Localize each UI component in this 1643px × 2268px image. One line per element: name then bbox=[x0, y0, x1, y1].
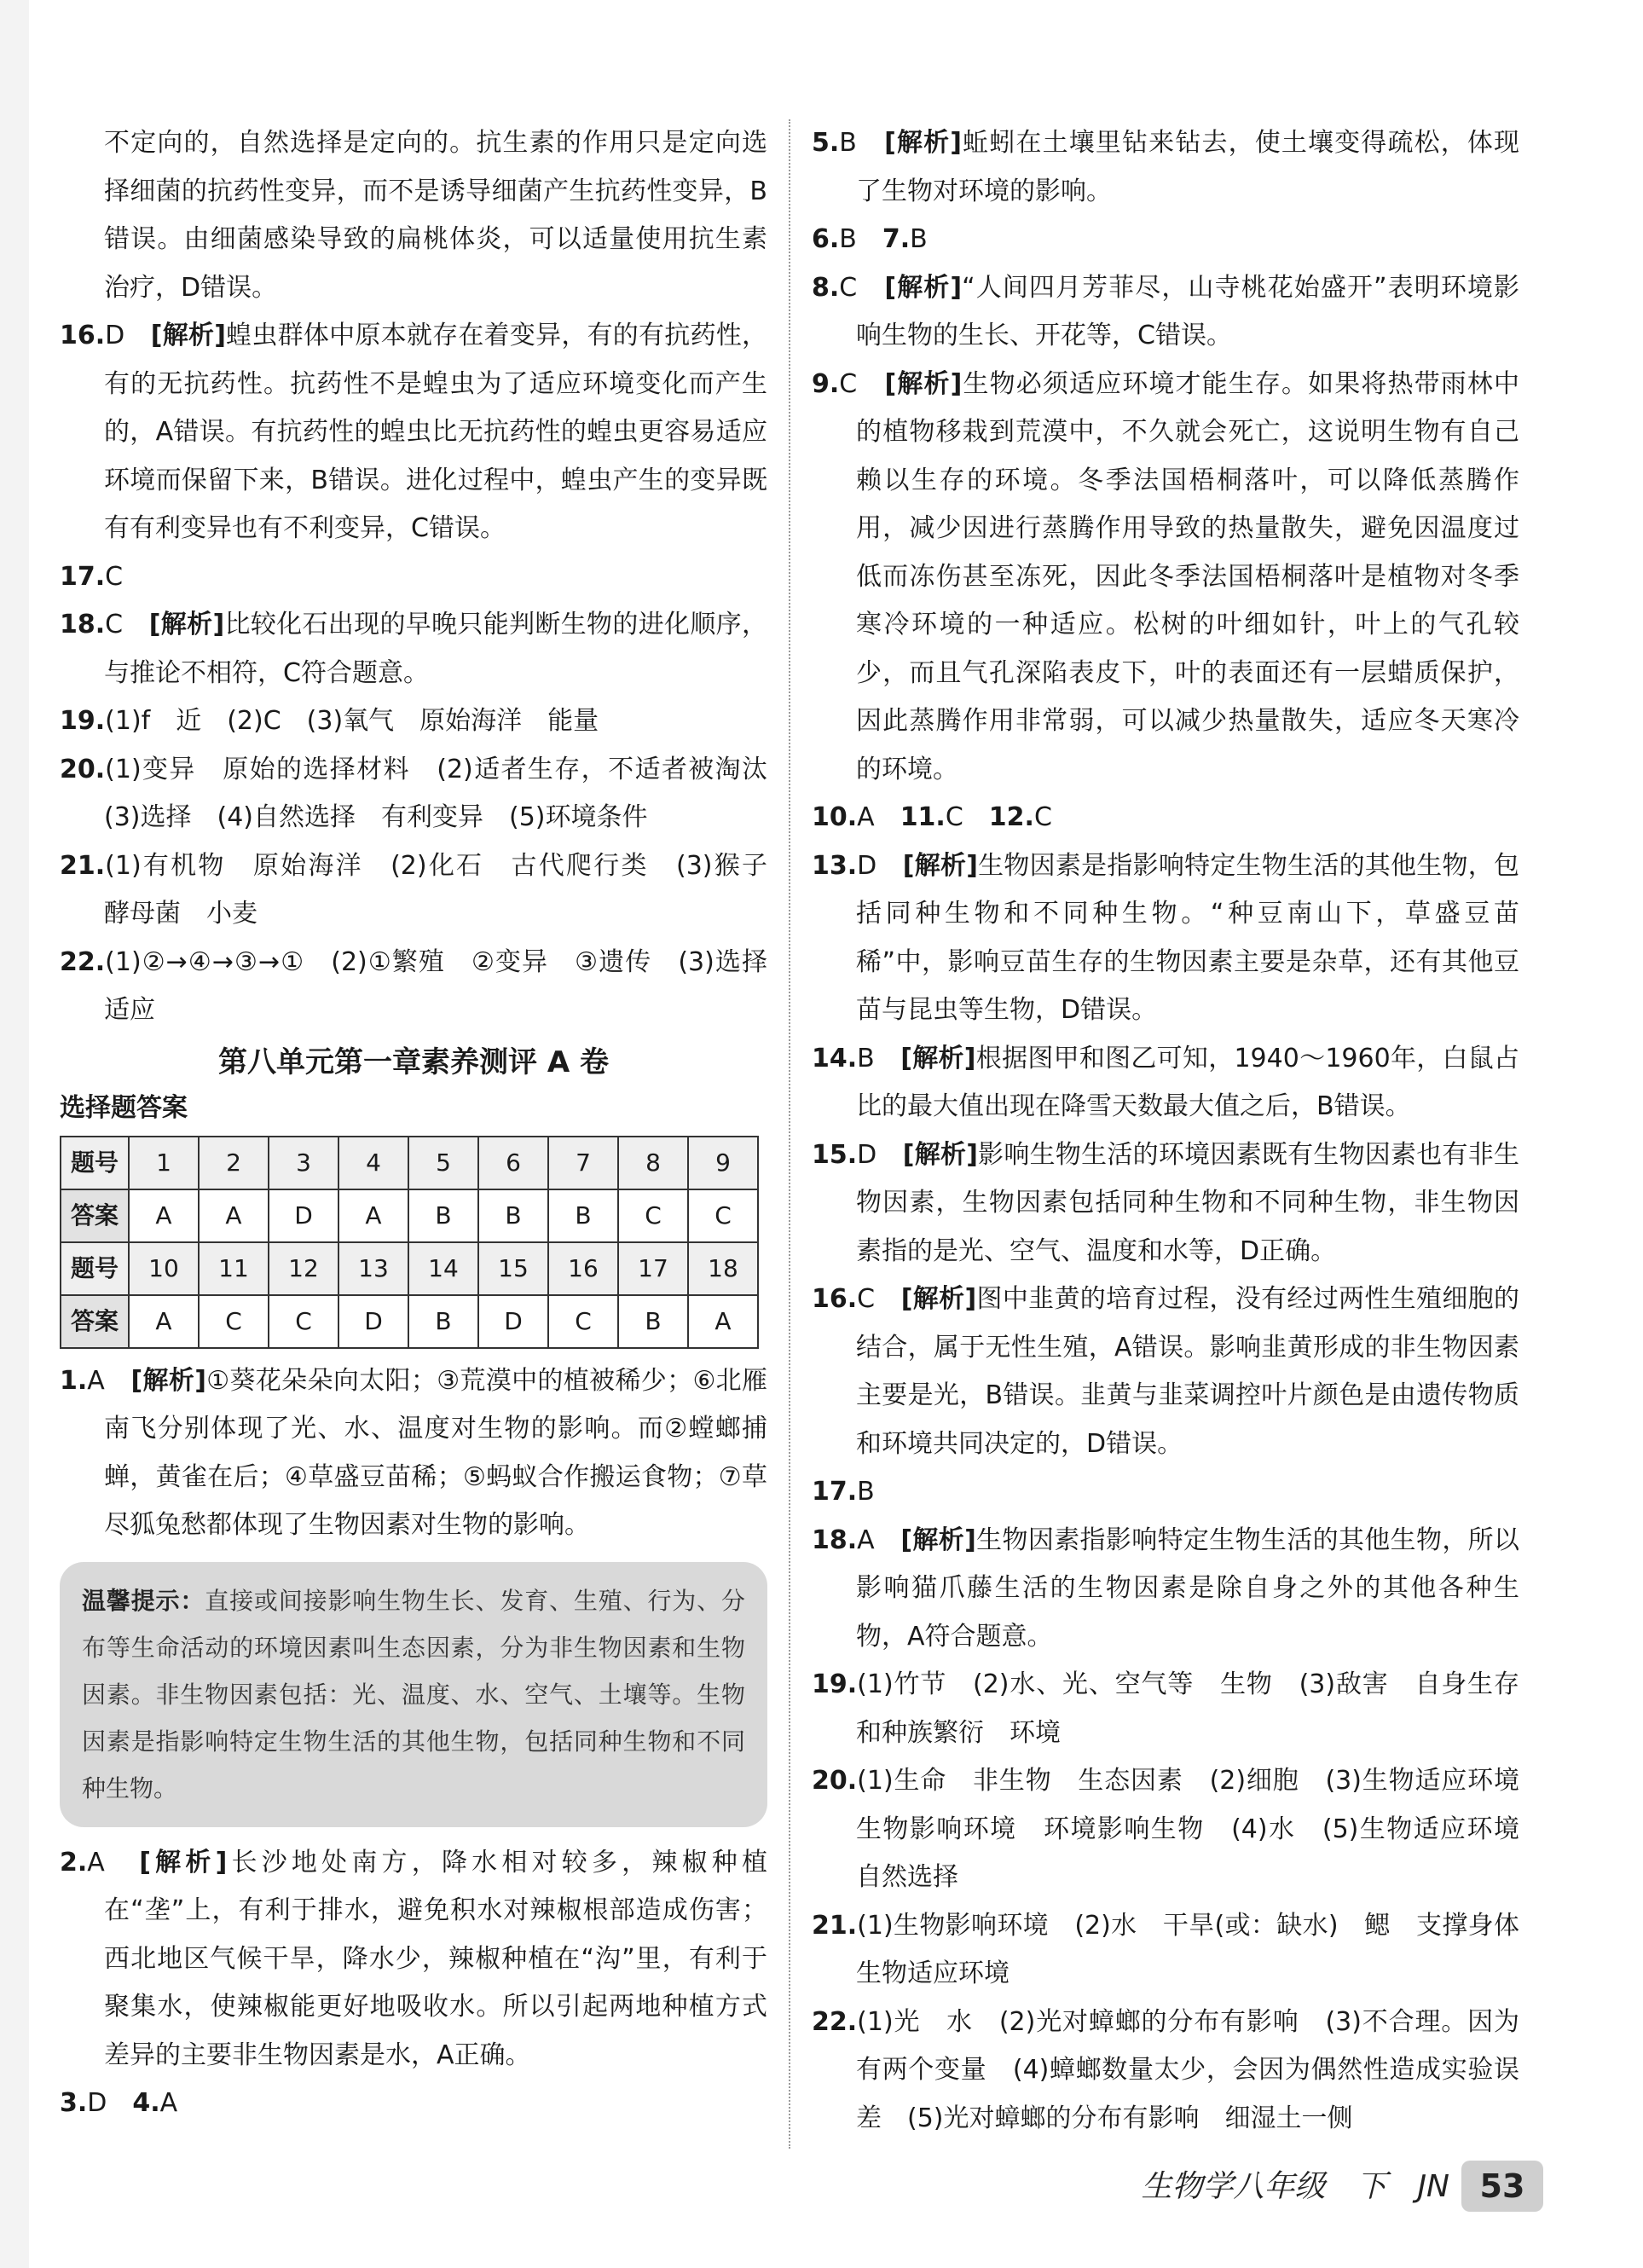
item-text: (1)有机物 原始海洋 (2)化石 古代爬行类 (3)猴子 酵母菌 小麦 bbox=[104, 850, 793, 929]
item-answer: D bbox=[87, 2088, 107, 2118]
column-divider bbox=[789, 119, 790, 2149]
item-answer: D bbox=[857, 1139, 877, 1170]
answer-item bbox=[812, 1999, 1519, 2144]
table-cell: D bbox=[338, 1295, 408, 1348]
item-number: 12. bbox=[988, 802, 1034, 832]
answer-item bbox=[812, 1661, 1519, 1757]
item-number: 17. bbox=[60, 561, 106, 592]
item-text: (1)变异 原始的选择材料 (2)适者生存，不适者被淘汰 (3)选择 (4)自然选择 有利变异 (5)环境条件 bbox=[104, 754, 793, 832]
item-text: (1)f 近 (2)C (3)氧气 原始海洋 能量 bbox=[105, 706, 599, 736]
answer-item bbox=[60, 553, 767, 602]
answer-item bbox=[60, 842, 793, 939]
item-number: 15. bbox=[812, 1139, 858, 1170]
answer-item bbox=[60, 601, 767, 697]
item-text: “人间四月芳菲尽，山寺桃花始盛开”表明环境影响生物的生长、开花等，C错误。 bbox=[856, 272, 1520, 350]
table-cell: 1 bbox=[129, 1137, 199, 1189]
table-cell: B bbox=[478, 1189, 548, 1242]
answer-item bbox=[812, 216, 1519, 264]
book-title: 生物学八年级 下 JN bbox=[1141, 2169, 1449, 2204]
item-answer: C bbox=[105, 610, 124, 639]
analysis-tag: [解析] bbox=[130, 1365, 206, 1396]
analysis-tag: [解析] bbox=[139, 1847, 228, 1877]
item-number: 9. bbox=[812, 368, 840, 399]
item-answer: B bbox=[839, 224, 857, 254]
item-answer: B bbox=[910, 224, 928, 254]
table-cell: 2 bbox=[199, 1137, 269, 1189]
table-cell: C bbox=[618, 1189, 688, 1242]
answer-item bbox=[812, 1757, 1545, 1902]
analysis-tag: [解析] bbox=[150, 321, 226, 350]
table-row bbox=[61, 1242, 758, 1295]
item-number: 18. bbox=[60, 610, 106, 639]
analysis-tag: [解析] bbox=[900, 1284, 977, 1314]
item-number: 18. bbox=[812, 1525, 858, 1555]
answer-item bbox=[60, 697, 767, 746]
table-row bbox=[61, 1189, 758, 1242]
answer-item bbox=[812, 1131, 1519, 1276]
item-number: 4. bbox=[132, 2088, 160, 2118]
table-cell: A bbox=[688, 1295, 758, 1348]
item-number: 5. bbox=[812, 128, 840, 158]
table-cell: A bbox=[199, 1189, 269, 1242]
table-cell: 9 bbox=[688, 1137, 758, 1189]
table-cell: D bbox=[269, 1189, 338, 1242]
answer-item bbox=[60, 1839, 767, 2080]
item-number: 14. bbox=[812, 1043, 858, 1073]
answer-item bbox=[812, 1902, 1545, 1999]
item-text: (1)光 水 (2)光对蟑螂的分布有影响 (3)不合理。因为有两个变量 (4)蟑螂数量太少，会因为偶然性造成实验误差 (5)光对蟑螂的分布有影响 细湿土一侧 bbox=[856, 2006, 1519, 2133]
table-cell: C bbox=[269, 1295, 338, 1348]
section-title: 第八单元第一章素养测评 A 卷 bbox=[218, 1044, 609, 1079]
item-answer: A bbox=[87, 1365, 105, 1396]
answer-item bbox=[60, 746, 793, 842]
item-text: 生物因素指影响特定生物生活的其他生物，所以影响猫爪藤生活的生物因素是除自身之外的其他各种生物，A符合题意。 bbox=[856, 1525, 1520, 1652]
table-cell: 8 bbox=[618, 1137, 688, 1189]
table-cell: C bbox=[548, 1295, 618, 1348]
item-answer: C bbox=[1033, 802, 1052, 832]
analysis-tag: [解析] bbox=[884, 368, 963, 399]
analysis-tag: [解析] bbox=[900, 1043, 976, 1073]
table-cell: 7 bbox=[548, 1137, 618, 1189]
item-number: 22. bbox=[60, 946, 106, 977]
item-number: 17. bbox=[812, 1477, 858, 1507]
answer-item bbox=[812, 1517, 1519, 1662]
table-cell: 6 bbox=[478, 1137, 548, 1189]
item-number: 19. bbox=[812, 1669, 858, 1699]
tip-text: 直接或间接影响生物生长、发育、生殖、行为、分布等生命活动的环境因素叫生态因素，分为非生物因素和生物因素。非生物因素包括：光、温度、水、空气、土壤等。生物因素是指影响特定生物生活的其他生物，包括同种生物和不同种生物。 bbox=[82, 1586, 745, 1802]
analysis-tag: [解析] bbox=[884, 272, 963, 303]
item-answer: D bbox=[105, 321, 125, 350]
table-cell: A bbox=[129, 1189, 199, 1242]
item-number: 3. bbox=[60, 2088, 88, 2118]
item-text: (1)生命 非生物 生态因素 (2)细胞 (3)生物适应环境 生物影响环境 环境影响生物 (4)水 (5)生物适应环境 自然选择 bbox=[856, 1766, 1545, 1892]
table-cell: C bbox=[688, 1189, 758, 1242]
table-cell: 5 bbox=[408, 1137, 478, 1189]
page-footer bbox=[1074, 2157, 1552, 2217]
item-number: 21. bbox=[812, 1910, 858, 1941]
table-cell: B bbox=[618, 1295, 688, 1348]
item-number: 7. bbox=[882, 224, 911, 254]
item-text: 蝗虫群体中原本就存在着变异，有的有抗药性，有的无抗药性。抗药性不是蝗虫为了适应环境变化而产生的，A错误。有抗药性的蝗虫比无抗药性的蝗虫更容易适应环境而保留下来，B错误。进化过程中，蝗虫产生的变异既有有利变异也有不利变异，C错误。 bbox=[104, 321, 768, 543]
table-cell: 18 bbox=[688, 1242, 758, 1295]
answer-list-after bbox=[60, 1839, 767, 2128]
item-text: 影响生物生活的环境因素既有生物因素也有非生物因素，生物因素包括同种生物和不同种生物，非生物因素指的是光、空气、温度和水等，D正确。 bbox=[856, 1139, 1520, 1266]
item-answer: A bbox=[87, 1847, 105, 1877]
item-number: 22. bbox=[812, 2006, 858, 2037]
item-number: 13. bbox=[812, 850, 858, 881]
item-number: 8. bbox=[812, 272, 840, 303]
right-column bbox=[812, 119, 1545, 2143]
table-cell: 3 bbox=[269, 1137, 338, 1189]
table-cell: A bbox=[129, 1295, 199, 1348]
item-number: 10. bbox=[812, 802, 858, 832]
item-text: 生物必须适应环境才能生存。如果将热带雨林中的植物移栽到荒漠中，不久就会死亡，这说明生物有自己赖以生存的环境。冬季法国梧桐落叶，可以降低蒸腾作用，减少因进行蒸腾作用导致的热量散失，避免因温度过低而冻伤甚至冻死，因此冬季法国梧桐落叶是植物对冬季寒冷环境的一种适应。松树的叶细如针，叶上的气孔较少，而且气孔深陷表皮下，叶的表面还有一层蜡质保护，因此蒸腾作用非常弱，可以减少热量散失，适应冬天寒冷的环境。 bbox=[856, 368, 1520, 784]
analysis-tag: [解析] bbox=[148, 610, 225, 639]
item-answer: C bbox=[839, 368, 858, 399]
analysis-tag: [解析] bbox=[900, 1525, 976, 1555]
item-answer: C bbox=[105, 561, 124, 592]
answer-item bbox=[812, 1276, 1519, 1468]
item-answer: B bbox=[839, 128, 857, 158]
left-page-edge bbox=[0, 0, 29, 2268]
item-text: (1)竹节 (2)水、光、空气等 生物 (3)敌害 自身生存和种族繁衍 环境 bbox=[856, 1669, 1519, 1748]
table-cell: 14 bbox=[408, 1242, 478, 1295]
table-caption: 选择题答案 bbox=[60, 1092, 188, 1123]
item-answer: C bbox=[839, 272, 858, 303]
table-cell: B bbox=[408, 1189, 478, 1242]
item-text: (1)生物影响环境 (2)水 干旱(或：缺水) 鳃 支撑身体 生物适应环境 bbox=[856, 1910, 1545, 1988]
tip-box bbox=[60, 1562, 767, 1827]
table-cell: 13 bbox=[338, 1242, 408, 1295]
item-answer: A bbox=[159, 2088, 178, 2118]
item-answer: C bbox=[945, 802, 963, 832]
analysis-tag: [解析] bbox=[902, 1139, 978, 1170]
item-text: ①葵花朵朵向太阳；③荒漠中的植被稀少；⑥北雁南飞分别体现了光、水、温度对生物的影响。而②螳螂捕蝉，黄雀在后；④草盛豆苗稀；⑤蚂蚁合作搬运食物；⑦草尽狐兔愁都体现了生物因素对生物的影响。 bbox=[104, 1365, 768, 1540]
table-cell: 17 bbox=[618, 1242, 688, 1295]
item-number: 1. bbox=[60, 1365, 88, 1396]
item-answer: B bbox=[857, 1043, 875, 1073]
table-cell: C bbox=[199, 1295, 269, 1348]
item-answer: A bbox=[857, 1525, 875, 1555]
table-row-label: 答案 bbox=[61, 1295, 129, 1348]
table-cell: 15 bbox=[478, 1242, 548, 1295]
item-answer: A bbox=[857, 802, 875, 832]
item-number: 20. bbox=[60, 754, 106, 784]
answer-list-before bbox=[60, 312, 793, 1035]
table-cell: B bbox=[548, 1189, 618, 1242]
answer-item bbox=[812, 842, 1519, 1035]
left-column bbox=[60, 119, 793, 2128]
item-number: 19. bbox=[60, 706, 106, 736]
item-number: 16. bbox=[812, 1284, 858, 1314]
item-text: 生物因素是指影响特定生物生活的其他生物，包括同种生物和不同种生物。“种豆南山下，草盛豆苗稀”中，影响豆苗生存的生物因素主要是杂草，还有其他豆苗与昆虫等生物，D错误。 bbox=[856, 850, 1520, 1025]
table-row-label: 答案 bbox=[61, 1189, 129, 1242]
item-number: 2. bbox=[60, 1847, 88, 1877]
continuation-text: 不定向的，自然选择是定向的。抗生素的作用只是定向选择细菌的抗药性变异，而不是诱导细菌产生抗药性变异，B错误。由细菌感染导致的扁桃体炎，可以适量使用抗生素治疗，D错误。 bbox=[104, 128, 767, 303]
answer-item bbox=[60, 2080, 767, 2128]
item-text: 长沙地处南方，降水相对较多，辣椒种植在“垄”上，有利于排水，避免积水对辣椒根部造成伤害；西北地区气候干旱，降水少，辣椒种植在“沟”里，有利于聚集水，使辣椒能更好地吸收水。所以引起两地种植方式差异的主要非生物因素是水，A正确。 bbox=[104, 1847, 768, 2070]
answer-item bbox=[60, 939, 793, 1035]
item-answer: D bbox=[857, 850, 877, 881]
answer-item bbox=[812, 1468, 1519, 1517]
table-row-label: 题号 bbox=[61, 1137, 129, 1189]
answer-item bbox=[812, 119, 1519, 216]
table-cell: 4 bbox=[338, 1137, 408, 1189]
item-number: 16. bbox=[60, 321, 106, 350]
answer-item bbox=[812, 361, 1519, 795]
table-cell: 16 bbox=[548, 1242, 618, 1295]
answer-item bbox=[60, 312, 767, 553]
answer-item bbox=[812, 1035, 1519, 1131]
table-row bbox=[61, 1137, 758, 1189]
answer-item bbox=[812, 794, 1519, 842]
analysis-tag: [解析] bbox=[902, 850, 978, 881]
item-text: (1)②→④→③→① (2)①繁殖 ②变异 ③遗传 (3)选择 适应 bbox=[104, 946, 793, 1025]
analysis-tag: [解析] bbox=[884, 128, 963, 158]
item-number: 21. bbox=[60, 850, 106, 881]
table-cell: A bbox=[338, 1189, 408, 1242]
item-number: 11. bbox=[900, 802, 946, 832]
item-text: 比较化石出现的早晚只能判断生物的进化顺序，与推论不相符，C符合题意。 bbox=[104, 610, 768, 688]
item-text: 根据图甲和图乙可知，1940～1960年，白鼠占比的最大值出现在降雪天数最大值之后，B错误。 bbox=[856, 1043, 1520, 1121]
tip-label: 温馨提示： bbox=[82, 1586, 205, 1615]
page-number: 53 bbox=[1461, 2161, 1543, 2212]
table-row-label: 题号 bbox=[61, 1242, 129, 1295]
answer-list-right bbox=[812, 119, 1545, 2143]
item-number: 20. bbox=[812, 1766, 858, 1796]
table-cell: B bbox=[408, 1295, 478, 1348]
item-answer: B bbox=[857, 1477, 875, 1507]
table-cell: 12 bbox=[269, 1242, 338, 1295]
item-answer: C bbox=[857, 1284, 876, 1314]
answer-item bbox=[812, 264, 1519, 361]
table-cell: D bbox=[478, 1295, 548, 1348]
table-cell: 10 bbox=[129, 1242, 199, 1295]
answer-table bbox=[60, 1136, 759, 1349]
item-text: 图中韭黄的培育过程，没有经过两性生殖细胞的结合，属于无性生殖，A错误。影响韭黄形成的非生物因素主要是光，B错误。韭黄与韭菜调控叶片颜色是由遗传物质和环境共同决定的，D错误。 bbox=[856, 1284, 1520, 1459]
table-row bbox=[61, 1295, 758, 1348]
table-cell: 11 bbox=[199, 1242, 269, 1295]
item-number: 6. bbox=[812, 224, 840, 254]
item-text: 蚯蚓在土壤里钻来钻去，使土壤变得疏松，体现了生物对环境的影响。 bbox=[856, 128, 1520, 206]
answer-item bbox=[60, 1357, 767, 1550]
